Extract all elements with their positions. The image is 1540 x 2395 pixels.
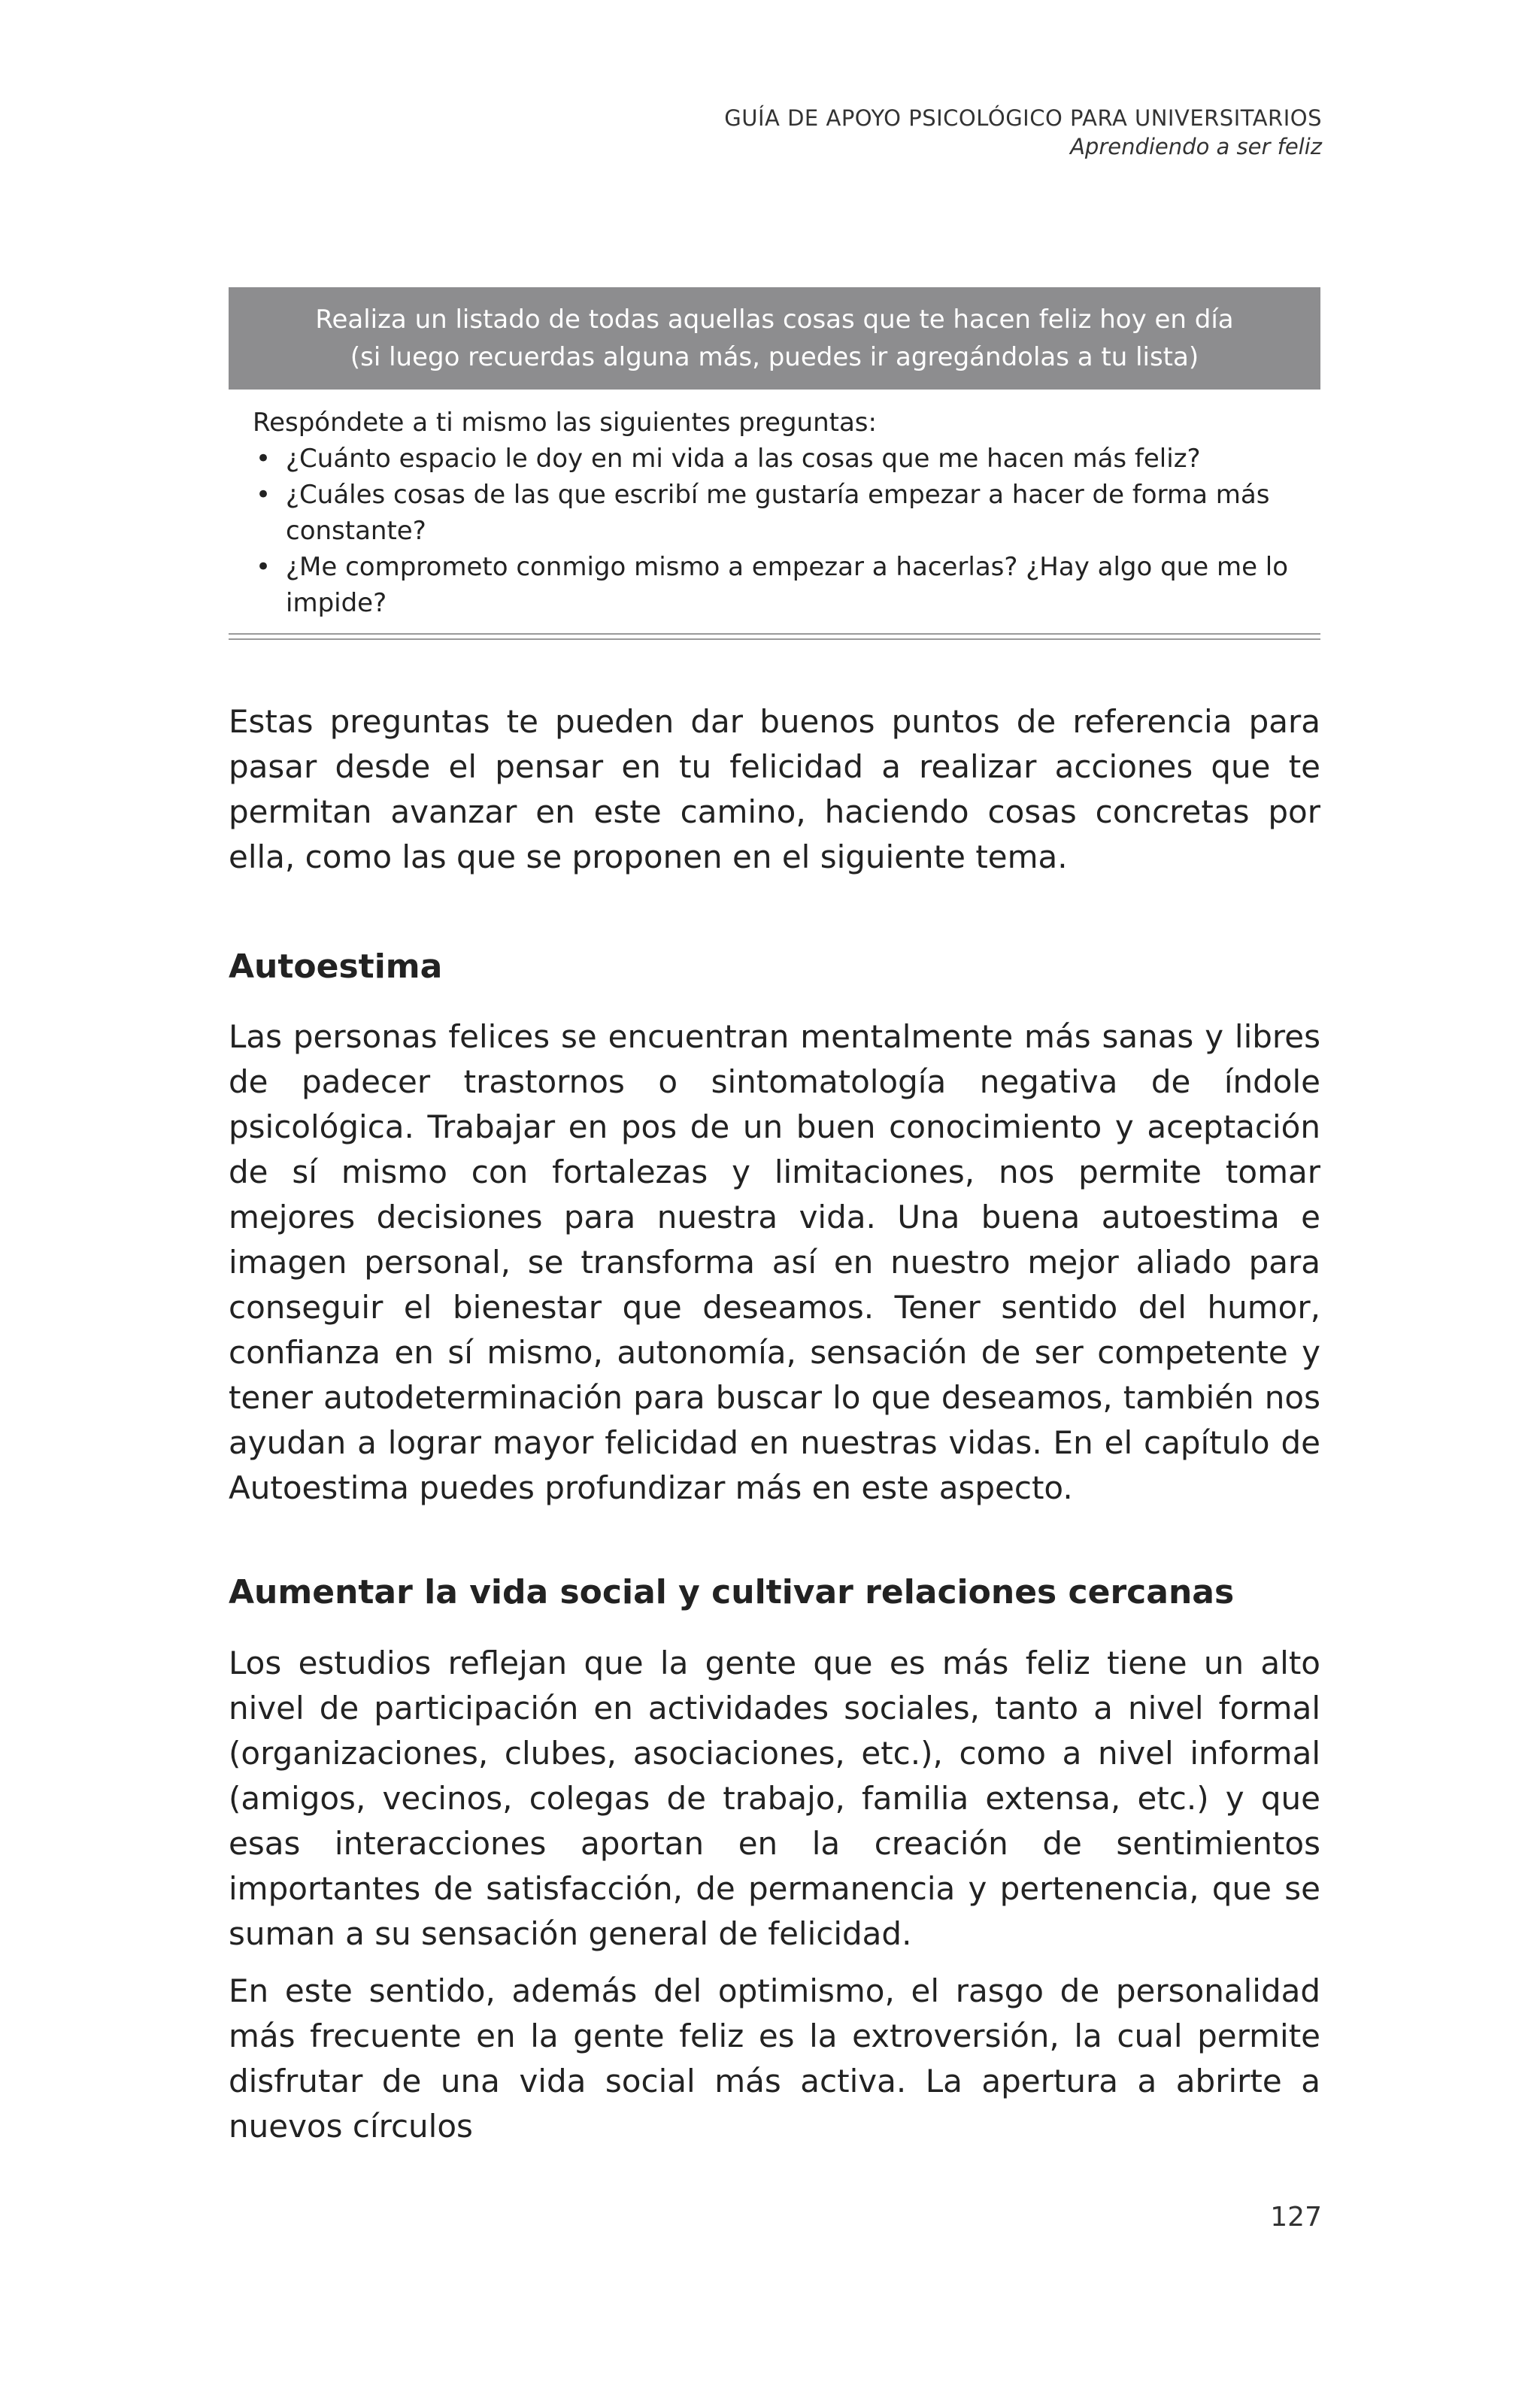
book-subtitle: Aprendiendo a ser feliz (1070, 134, 1322, 159)
vida-social-block (229, 1641, 1320, 2161)
activity-box (229, 287, 1320, 390)
question-text: ¿Cuáles cosas de las que escribí me gustaría empezar a hacer de forma más constante? (286, 480, 1270, 546)
questions-list (253, 441, 1305, 621)
question-item (253, 549, 1305, 621)
intro-paragraph: Estas preguntas te pueden dar buenos puntos de referencia para pasar desde el pensar en tu felicidad a realizar acciones que te permitan avanzar en este camino, haciendo cosas concretas por ella, como las que se proponen en el siguiente tema. (229, 703, 1320, 875)
autoestima-block (229, 1014, 1320, 1523)
question-item (253, 441, 1305, 477)
bullet-icon: • (256, 480, 271, 510)
double-divider (229, 633, 1320, 640)
vida-social-paragraph-2: En este sentido, además del optimismo, el rasgo de personalidad más frecuente en la gente feliz es la extroversión, la cual permite disfrutar de una vida social más activa. La apertura a abrirte a nuevos círculos (229, 1972, 1320, 2145)
running-header (344, 104, 1322, 161)
heading-autoestima: Autoestima (229, 947, 443, 986)
activity-line-2: (si luego recuerdas alguna más, puedes ir agregándolas a tu lista) (350, 342, 1199, 372)
reflection-questions (253, 405, 1305, 621)
questions-intro: Respóndete a ti mismo las siguientes preguntas: (253, 408, 877, 438)
book-title: GUÍA DE APOYO PSICOLÓGICO PARA UNIVERSITARIOS (724, 105, 1322, 131)
page-number: 127 (1270, 2202, 1322, 2233)
activity-line-1: Realiza un listado de todas aquellas cosas que te hacen feliz hoy en día (315, 305, 1234, 335)
intro-paragraph-block (229, 699, 1320, 892)
bullet-icon: • (256, 552, 271, 582)
heading-vida-social: Aumentar la vida social y cultivar relaciones cercanas (229, 1573, 1235, 1611)
bullet-icon: • (256, 444, 271, 474)
question-text: ¿Me comprometo conmigo mismo a empezar a hacerlas? ¿Hay algo que me lo impide? (286, 552, 1289, 618)
question-text: ¿Cuánto espacio le doy en mi vida a las cosas que me hacen más feliz? (286, 444, 1201, 474)
vida-social-paragraph-1: Los estudios reflejan que la gente que es más feliz tiene un alto nivel de participación en actividades sociales, tanto a nivel formal (organizaciones, clubes, asociaciones, etc.), como a nivel informal (amigos, vecinos, colegas de trabajo, familia extensa, etc.) y que esas interacciones aportan en la creación de sentimientos importantes de satisfacción, de permanencia y pertenencia, que se suman a su sensación general de felicidad. (229, 1645, 1320, 1952)
autoestima-paragraph: Las personas felices se encuentran mentalmente más sanas y libres de padecer trastornos o sintomatología negativa de índole psicológica. Trabajar en pos de un buen conocimiento y aceptación de sí mismo con fortalezas y limitaciones, nos permite tomar mejores decisiones para nuestra vida. Una buena autoestima e imagen personal, se transforma así en nuestro mejor aliado para conseguir el bienestar que deseamos. Tener sentido del humor, confianza en sí mismo, autonomía, sensación de ser competente y tener autodeterminación para buscar lo que deseamos, también nos ayudan a lograr mayor felicidad en nuestras vidas. En el capítulo de Autoestima puedes profundizar más en este aspecto. (229, 1018, 1320, 1506)
question-item (253, 477, 1305, 549)
